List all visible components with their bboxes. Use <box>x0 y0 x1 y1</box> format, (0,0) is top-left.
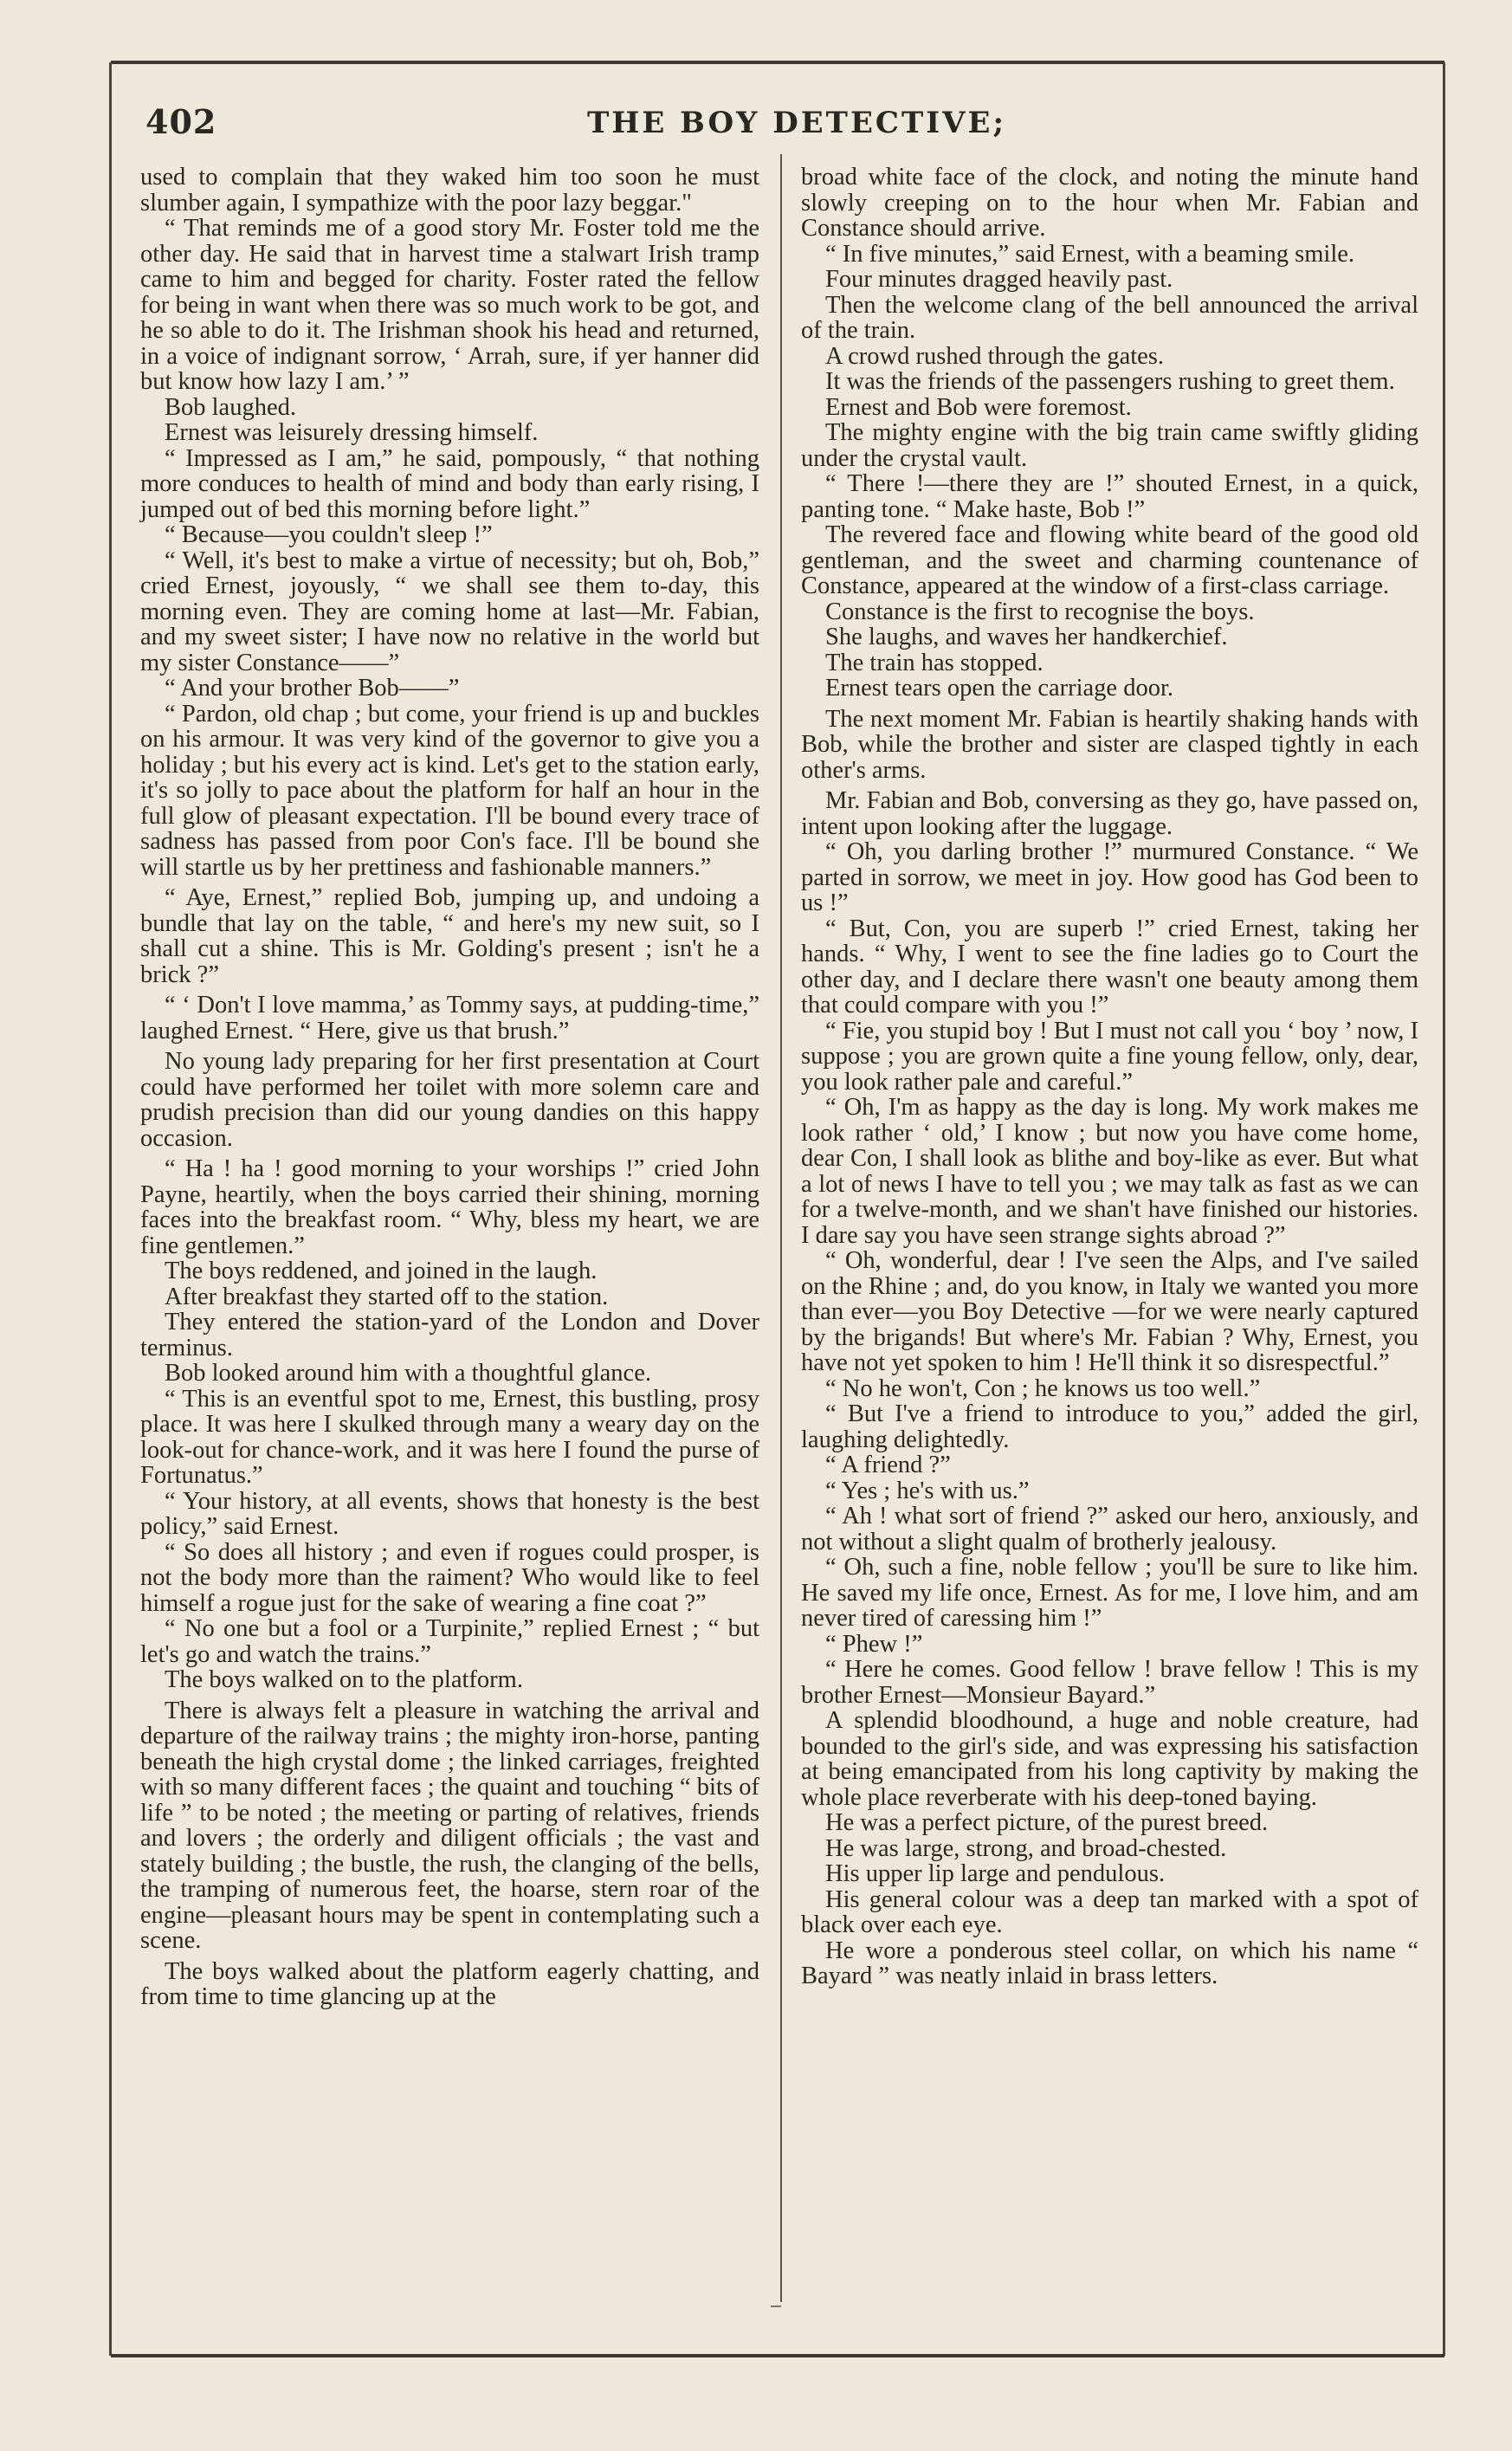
paragraph: “ But I've a friend to introduce to you,” added the girl, laughing delightedly. <box>801 1400 1418 1453</box>
paragraph: “ This is an eventful spot to me, Ernest, this bustling, prosy place. It was here I skulked through many a weary day on the look-out for chance-work, and it was here I found the purse of Fortunatus.” <box>140 1385 759 1489</box>
paragraph: “ Ah ! what sort of friend ?” asked our hero, anxiously, and not without a slight qualm of brotherly jealousy. <box>801 1503 1418 1555</box>
paragraph: “ A friend ?” <box>825 1452 951 1478</box>
paragraph: “ There !—there they are !” shouted Ernest, in a quick, panting tone. “ Make haste, Bob !” <box>801 470 1418 523</box>
paragraph: “ No he won't, Con ; he knows us too well.” <box>825 1374 1261 1402</box>
paragraph: Mr. Fabian and Bob, conversing as they go, have passed on, intent upon looking after the luggage. <box>801 787 1418 840</box>
paragraph: He was a perfect picture, of the purest breed. <box>825 1809 1269 1836</box>
paragraph: “ Yes ; he's with us.” <box>825 1477 1030 1504</box>
paragraph: “ Here he comes. Good fellow ! brave fellow ! This is my brother Ernest—Monsieur Bayard.” <box>801 1656 1418 1709</box>
left-frame-line <box>109 62 112 2356</box>
paragraph: Constance is the first to recognise the boys. <box>825 598 1255 625</box>
paragraph: Ernest tears open the carriage door. <box>825 675 1173 702</box>
paragraph: Four minutes dragged heavily past. <box>825 266 1173 293</box>
left-column <box>140 165 759 2010</box>
paragraph: The revered face and flowing white beard of the good old gentleman, and the sweet and charming countenance of Constance, appeared at the window of a first-class carriage. <box>801 521 1418 599</box>
paragraph: It was the friends of the passengers rushing to greet them. <box>825 368 1395 395</box>
paragraph: “ Because—you couldn't sleep !” <box>165 521 493 548</box>
paragraph: “ So does all history ; and even if rogues could prosper, is not the body more than the raiment? Who would like to feel himself a rogue just for the sake of wearing a fine coat ?” <box>140 1538 759 1617</box>
paragraph: The boys walked on to the platform. <box>165 1666 523 1693</box>
paragraph: “ But, Con, you are superb !” cried Ernest, taking her hands. “ Why, I went to see the fine ladies go to Court the other day, and I declare there wasn't one beauty among them that could compare with you !” <box>801 915 1418 1019</box>
paragraph: Ernest was leisurely dressing himself. <box>165 419 539 446</box>
running-title: THE BOY DETECTIVE; <box>587 106 1006 140</box>
paragraph: He was large, strong, and broad-chested. <box>825 1834 1227 1862</box>
paragraph: used to complain that they waked him too soon he must slumber again, I sympathize with the poor lazy beggar." <box>140 164 759 217</box>
paragraph: After breakfast they started off to the station. <box>165 1283 609 1310</box>
page-number: 402 <box>145 102 217 141</box>
paragraph: The boys walked about the platform eagerly chatting, and from time to time glancing up at the <box>140 1957 759 2010</box>
bottom-rule <box>111 2354 1444 2357</box>
page-header <box>145 102 1427 154</box>
paragraph: Then the welcome clang of the bell announced the arrival of the train. <box>801 291 1418 344</box>
paragraph: “ Pardon, old chap ; but come, your friend is up and buckles on his armour. It was very kind of the governor to give you a holiday ; but his every act is kind. Let's get to the station early, it's so jolly to pace about the platform for half an hour in the full glow of pleasant expectation. I'll be bound every trace of sadness has passed from poor Con's face. I'll be bound she will startle us by her prettiness and fashionable manners.” <box>140 700 759 881</box>
paragraph: There is always felt a pleasure in watching the arrival and departure of the railway trains ; the mighty iron-horse, panting beneath the high crystal dome ; the linked carriages, freighted with so many different faces ; the quaint and touching “ bits of life ” to be noted ; the meeting or parting of relatives, friends and lovers ; the orderly and diligent officials ; the vast and stately building ; the bustle, the rush, the clanging of the bells, the tramping of numerous feet, the hoarse, stern roar of the engine—pleasant hours may be spent in contemplating such a scene. <box>140 1697 759 1954</box>
paragraph: A splendid bloodhound, a huge and noble creature, had bounded to the girl's side, and was expressing his satisfaction at being emancipated from his long captivity by making the whole place reverberate with his deep-toned baying. <box>801 1707 1418 1811</box>
paragraph: They entered the station-yard of the London and Dover terminus. <box>140 1309 759 1361</box>
paragraph: No young lady preparing for her first presentation at Court could have performed her toilet with more solemn care and prudish precision than did our young dandies on this happy occasion. <box>140 1048 759 1152</box>
paragraph: He wore a ponderous steel collar, on which his name “ Bayard ” was neatly inlaid in brass letters. <box>801 1937 1418 1989</box>
paragraph: “ Aye, Ernest,” replied Bob, jumping up, and undoing a bundle that lay on the table, “ and here's my new suit, so I shall cut a shine. This is Mr. Golding's present ; isn't he a brick ?” <box>140 884 759 988</box>
paragraph: “ No one but a fool or a Turpinite,” replied Ernest ; “ but let's go and watch the trains.” <box>140 1615 759 1668</box>
paragraph: The mighty engine with the big train came swiftly gliding under the crystal vault. <box>801 419 1418 472</box>
paragraph: “ And your brother Bob——” <box>165 675 460 702</box>
paragraph: His general colour was a deep tan marked with a spot of black over each eye. <box>801 1885 1418 1938</box>
paragraph: “ Impressed as I am,” he said, pompously, “ that nothing more conduces to health of mind and body than early rising, I jumped out of bed this morning before light.” <box>140 444 759 523</box>
paragraph: “ Oh, such a fine, noble fellow ; you'll be sure to like him. He saved my life once, Ernest. As for me, I love him, and am never tired of caressing him !” <box>801 1554 1418 1632</box>
paragraph: “ ‘ Don't I love mamma,’ as Tommy says, at pudding-time,” laughed Ernest. “ Here, give us that brush.” <box>140 992 759 1044</box>
right-column <box>801 165 1418 1989</box>
paragraph: His upper lip large and pendulous. <box>825 1860 1166 1887</box>
paragraph: “ Phew !” <box>825 1630 923 1658</box>
paragraph: A crowd rushed through the gates. <box>825 342 1164 370</box>
paragraph: The boys reddened, and joined in the laugh. <box>165 1258 598 1284</box>
paragraph: She laughs, and waves her handkerchief. <box>825 624 1228 650</box>
column-divider <box>780 154 782 2302</box>
paragraph: Bob laughed. <box>165 393 296 421</box>
top-rule <box>111 61 1444 64</box>
paragraph: Bob looked around him with a thoughtful glance. <box>165 1360 651 1387</box>
paragraph: Ernest and Bob were foremost. <box>825 393 1132 421</box>
paragraph: The train has stopped. <box>825 649 1044 676</box>
paragraph: “ Ha ! ha ! good morning to your worships !” cried John Payne, heartily, when the boys carried their shining, morning faces into the breakfast room. “ Why, bless my heart, we are fine gentlemen.” <box>140 1155 759 1259</box>
paragraph: “ Your history, at all events, shows that honesty is the best policy,” said Ernest. <box>140 1487 759 1540</box>
paragraph: “ Oh, wonderful, dear ! I've seen the Alps, and I've sailed on the Rhine ; and, do you know, in Italy we wanted you more than ever—you Boy Detective —for we were nearly captured by the brigands! But where's Mr. Fabian ? Why, Ernest, you have not yet spoken to him ! He'll think it so disrespectful.” <box>801 1247 1418 1376</box>
paragraph: “ Fie, you stupid boy ! But I must not call you ‘ boy ’ now, I suppose ; you are grown quite a fine young fellow, only, dear, you look rather pale and careful.” <box>801 1017 1418 1096</box>
printer-mark <box>771 2305 781 2307</box>
paragraph: “ That reminds me of a good story Mr. Foster told me the other day. He said that in harvest time a stalwart Irish tramp came to him and begged for charity. Foster rated the fellow for being in want when there was so much work to be got, and he so able to do it. The Irishman shook his head and returned, in a voice of indignant sorrow, ‘ Arrah, sure, if yer hanner did but know how lazy I am.’ ” <box>140 215 759 395</box>
paragraph: The next moment Mr. Fabian is heartily shaking hands with Bob, while the brother and sister are clasped tightly in each other's arms. <box>801 705 1418 784</box>
paragraph: “ Well, it's best to make a virtue of necessity; but oh, Bob,” cried Ernest, joyously, “ we shall see them to-day, this morning even. They are coming home at last—Mr. Fabian, and my sweet sister; I have now no relative in the world but my sister Constance——” <box>140 546 759 676</box>
paragraph: “ In five minutes,” said Ernest, with a beaming smile. <box>825 240 1355 268</box>
paragraph: “ Oh, you darling brother !” murmured Constance. “ We parted in sorrow, we meet in joy. How good has God been to us !” <box>801 838 1418 916</box>
paragraph: broad white face of the clock, and noting the minute hand slowly creeping on to the hour when Mr. Fabian and Constance should arrive. <box>801 164 1418 242</box>
right-frame-line <box>1443 62 1445 2356</box>
paragraph: “ Oh, I'm as happy as the day is long. My work makes me look rather ‘ old,’ I know ; but now you have come home, dear Con, I shall look as blithe and boy-like as ever. But what a lot of news I have to tell you ; we may talk as fast as we can for a twelve-month, and we shan't have finished our histories. I dare say you have seen strange sights abroad ?” <box>801 1094 1418 1249</box>
